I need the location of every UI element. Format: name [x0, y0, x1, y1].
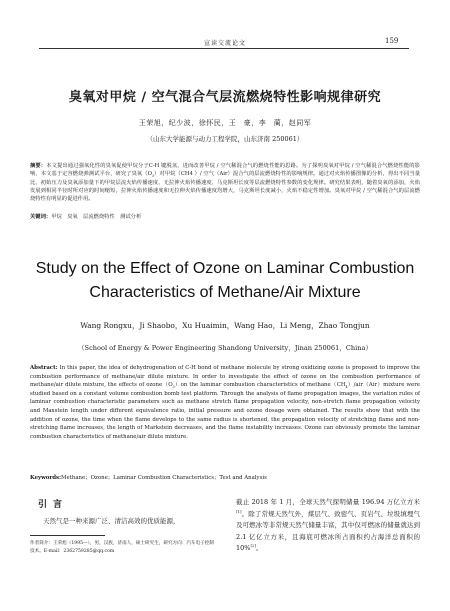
keywords-label-english: Keywords:: [30, 475, 61, 481]
title-english: Study on the Effect of Ozone on Laminar Combustion Characteristics of Methane/Air Mixture: [35, 260, 415, 301]
affiliation-chinese: （山东大学能源与动力工程学院，山东济南 250061）: [146, 135, 304, 143]
footnote-rule: [30, 535, 105, 536]
page-number: 159: [385, 37, 399, 45]
ozone-subscript: 3: [151, 174, 154, 179]
abstract-text-english-end: ）/air（Air）mixture were studied based on a constant volume combustion bomb test platform. Through the analysis of flame propagation images, the variation rules of laminar combustion characteristic parameters such as methane stretch flame propagation velocity, non-stretch flame propagation velocity and Maxstein length under different equivalence ratio, initial pressure and ozone dosage were obtained. The results show that with the addition of ozone, the time when the flame develops to the same radius is shortened, the propagation velocity of stretching flame and non-stretching flame increases, the length of Markstein decreases, and the flame instability increases. Ozone can obviously promote the laminar combustion characteristics of methane/air dilute mixture.: [30, 382, 420, 440]
header-rule: [39, 48, 409, 49]
abstract-english: [30, 364, 420, 441]
abstract-text-chinese-cont: ）对甲烷（CH4 ）/ 空气（Air）混合气的层流燃烧特性的影响规律。通过对火焰传播图像的分析，得出不同当量比、初始压力及臭氧添加量下的甲烷层流火焰传播速度、无拉伸火焰传播速度、马克斯坦长度等层流燃烧特性参数的变化规律。研究结果表明，随着臭氧的添加，火焰发展到相同半径时所对应的时间缩短，拉伸火焰传播速度和无拉伸火焰传播速度均增大，马克斯坦长度减小，火焰不稳定性增加。臭氧对甲烷 / 空气稀混合气的层流燃烧特性有明显的促进作用。: [30, 171, 420, 203]
keywords-label-chinese: 关键词：: [30, 214, 52, 220]
intro-right-text: 截止 2018 年 1 月，全球天然气探明储量 196.94 万亿立方米: [236, 498, 420, 506]
abstract-label-english: Abstract:: [30, 365, 58, 371]
author-footnote: 作者简介：王荣旭（1995—），男，汉族，济南人，硕士研究生，研究方向：汽车电子控制技术。E-mail：2362759285@qq.com: [30, 541, 214, 554]
keywords-chinese: [30, 213, 420, 221]
running-header: 宣读交流论文: [203, 40, 246, 47]
keywords-text-chinese: 甲烷 臭氧 层流燃烧特性 测试分析: [51, 214, 142, 220]
authors-english: Wang Rongxu，Ji Shaobo，Xu Huaimin，Wang Hao，Li Meng，Zhao Tongjun: [80, 321, 370, 330]
abstract-text-english: In this paper, the idea of dehydrogenation of C-H bond of methane molecule by strong oxidizing ozone is proposed to improve the combustion performance of methane/air dilute mixture. In order to investigate the effect of ozone on the combustion performance of methane/air dilute mixture, the effects of ozone（O: [30, 365, 420, 389]
ozone-subscript-english: 3: [172, 385, 175, 390]
abstract-text-chinese: 本文提出通过强氧化性的臭氧促使甲烷分子C-H 键脱氢，进而改善甲烷 / 空气稀混合气的燃烧性能的思路。为了探明臭氧对甲烷 / 空气稀混合气燃烧性能的影响，本文基于定容燃烧弹测试平台，研究了臭氧（O: [30, 163, 420, 178]
affiliation-english: （School of Energy & Power Engineering Shandong University，Jinan 250061，China）: [77, 344, 373, 352]
citation-1: [1]: [236, 508, 242, 514]
title-chinese: 臭氧对甲烷 / 空气混合气层流燃烧特性影响规律研究: [68, 90, 382, 105]
abstract-label-chinese: 摘要：: [30, 163, 47, 169]
abstract-chinese: [30, 162, 420, 203]
introduction-left-column: 天然气是一种来源广泛、清洁高效的优质能源，: [43, 517, 180, 525]
section-heading-introduction: 引言: [38, 500, 69, 510]
intro-right-text-cont: 。除了常规天然气外，煤层气、致密气、页岩气、垃圾填埋气及可燃冰等非常规天然气储量丰富，其中仅可燃冰的储量就达到 2.1 亿亿立方米，且海底可燃冰所占面积约占海洋总面积的 10%: [236, 509, 420, 552]
authors-chinese: 王荣旭，纪少波，徐怀民，王 豪，李 蔺，赵同军: [138, 119, 312, 127]
keywords-text-english: Methane；Ozone；Laminar Combustion Characteristics；Test and Analysis: [61, 475, 267, 481]
methane-subscript-english: 4: [345, 385, 348, 390]
intro-right-text-end: 。: [255, 544, 263, 552]
abstract-text-english-cont: ）on the laminar combustion characteristics of methane（CH: [174, 382, 346, 389]
introduction-right-column: [236, 497, 420, 555]
citation-2: [2]: [250, 542, 256, 548]
keywords-english: [30, 474, 420, 483]
